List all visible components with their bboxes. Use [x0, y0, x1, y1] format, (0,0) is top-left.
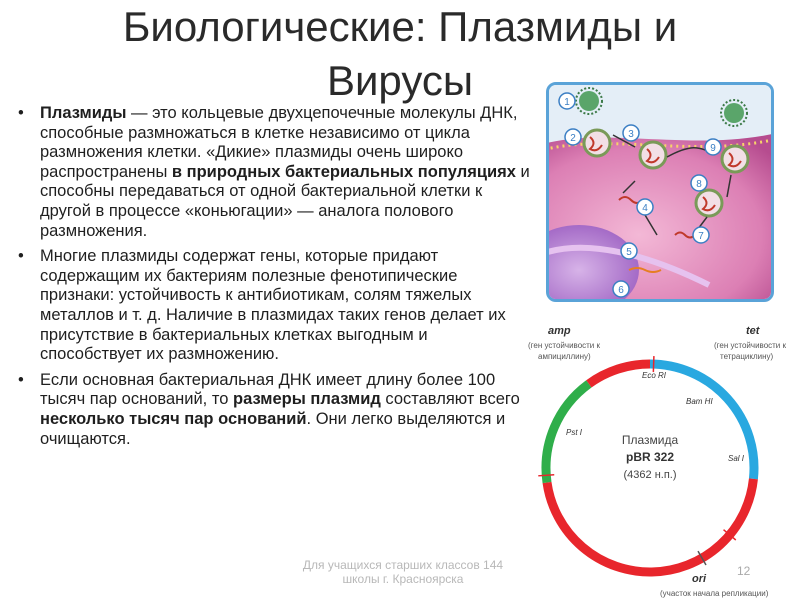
bullet-item — [16, 371, 531, 449]
step-badge — [559, 93, 575, 109]
virus-particle — [696, 190, 722, 216]
step-number: 4 — [642, 203, 648, 214]
bullet-text: . Они легко выделяются и очищаются. — [40, 409, 506, 448]
ori-label: ori — [692, 573, 707, 585]
step-badge — [693, 227, 709, 243]
step-badge — [691, 175, 707, 191]
bullet-text: Если основная бактериальная ДНК имеет длину более 100 тысяч пар оснований, то — [40, 370, 496, 409]
bullet-dot: • — [18, 104, 24, 122]
step-number: 8 — [696, 179, 702, 190]
virus-particle — [584, 130, 610, 156]
page-number: 12 — [737, 564, 751, 578]
footer-line-1: Для учащихся старших классов 144 — [302, 558, 504, 572]
infection-diagram — [549, 85, 771, 299]
sali-site-label: Sal I — [728, 454, 745, 463]
bullet-list — [16, 104, 531, 455]
step-badge — [623, 125, 639, 141]
step-number: 2 — [570, 133, 576, 144]
bullet-text: и способны передаваться от одной бактериальной клетки к другой в процессе «коньюгации» — аналога полового размножения. — [40, 162, 530, 240]
virus-particle — [640, 142, 666, 168]
bullet-bold-text: Плазмиды — [40, 104, 127, 122]
psti-marker — [538, 475, 554, 476]
amp-label: amp — [548, 325, 571, 337]
tet-label: tet — [746, 325, 760, 337]
bullet-text: — это кольцевые двухцепочечные молекулы ДНК, способные размножаться в клетке независимо от цикла размножения клетки. «Дикие» плазмиды очень широко распространены — [40, 104, 518, 181]
bullet-bold-text: размеры плазмид — [232, 390, 381, 409]
step-number: 6 — [618, 285, 624, 296]
step-badge — [621, 243, 637, 259]
step-badge — [705, 139, 721, 155]
plasmid-center-name: pBR 322 — [625, 450, 675, 464]
step-number: 3 — [628, 129, 634, 140]
bullet-item — [16, 104, 531, 241]
step-badge — [565, 129, 581, 145]
ori-region-arc — [547, 479, 753, 572]
bullet-text: Многие плазмиды содержат гены, которые придают содержащим их бактериям полезные фенотипические признаки: устойчивость к антибиотикам, солям тяжелых металлов и т. д. Наличие в плазмидах таких генов делает их присутствие в бактериальных клетках выгодным и способствует их размножению. — [40, 247, 506, 364]
bullet-item — [16, 247, 531, 365]
title-line-2: Вирусы — [326, 57, 474, 104]
bullet-bold-text: в природных бактериальных популяциях — [171, 162, 516, 181]
step-number: 9 — [710, 143, 716, 154]
bullet-bold-text: несколько тысяч пар оснований — [40, 409, 307, 428]
ori-desc: (участок начала репликации) — [660, 589, 769, 598]
step-number: 1 — [564, 97, 570, 108]
tet-desc-1: (ген устойчивости к — [714, 341, 786, 350]
amp-ori-junction-arc — [589, 364, 650, 384]
bullet-text: составляют всего — [380, 390, 520, 409]
plasmid-center-size: (4362 н.п.) — [623, 469, 677, 481]
title-line-1: Биологические: Плазмиды и — [122, 3, 678, 50]
footer-line-2: школы г. Красноярска — [342, 572, 464, 586]
plasmid-diagram — [500, 318, 800, 600]
virus-infection-illustration — [546, 82, 774, 302]
tet-desc-2: тетрациклину) — [720, 352, 774, 361]
bullet-dot: • — [18, 370, 24, 389]
virus-particle — [722, 146, 748, 172]
amp-desc-2: ампициллину) — [538, 352, 591, 361]
bullet-dot: • — [18, 247, 24, 266]
footer-credit — [288, 558, 518, 586]
step-number: 5 — [626, 247, 632, 258]
psti-site-label: Pst I — [566, 428, 583, 437]
ecori-marker — [653, 356, 654, 372]
ecori-site-label: Eco RI — [642, 371, 667, 380]
bamhi-site-label: Bam HI — [686, 397, 713, 406]
step-badge — [637, 199, 653, 215]
plasmid-center-title: Плазмида — [621, 433, 679, 447]
amp-desc-1: (ген устойчивости к — [528, 341, 600, 350]
step-badge — [613, 281, 629, 297]
step-number: 7 — [698, 231, 704, 242]
